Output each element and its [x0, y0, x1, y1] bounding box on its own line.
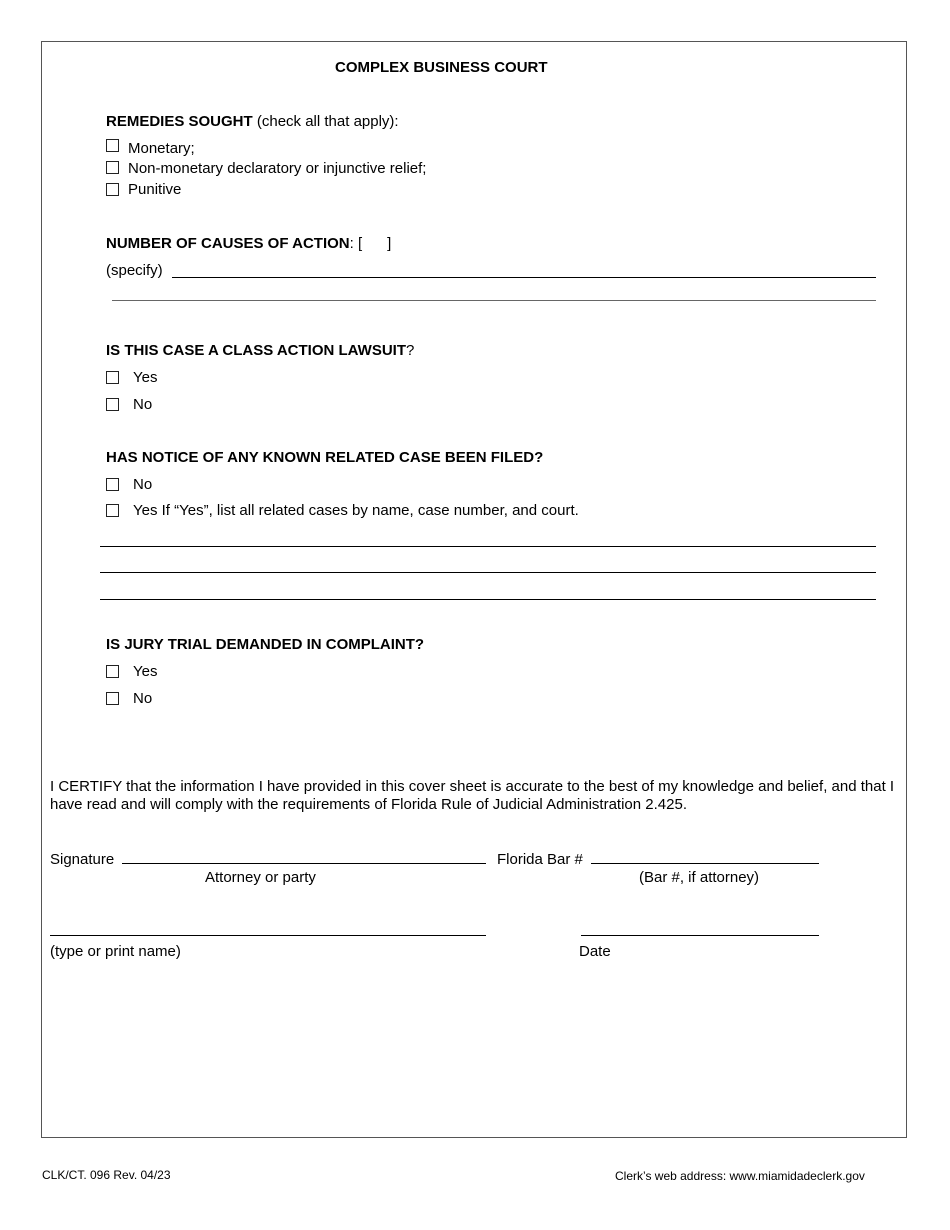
- class-action-yes-checkbox[interactable]: [106, 371, 119, 384]
- print-name-line[interactable]: [50, 935, 486, 936]
- page-title: COMPLEX BUSINESS COURT: [335, 59, 548, 76]
- jury-yes-checkbox[interactable]: [106, 665, 119, 678]
- class-action-qmark: ?: [406, 342, 415, 359]
- signature-label: Signature: [50, 851, 115, 868]
- related-case-line-3[interactable]: [100, 599, 876, 600]
- class-action-no-label: No: [133, 396, 153, 413]
- jury-heading: IS JURY TRIAL DEMANDED IN COMPLAINT?: [106, 636, 425, 653]
- remedy-nonmonetary-checkbox[interactable]: [106, 161, 119, 174]
- print-name-caption: (type or print name): [50, 943, 181, 960]
- related-case-heading: HAS NOTICE OF ANY KNOWN RELATED CASE BEEN FILED?: [106, 449, 544, 466]
- remedy-punitive-checkbox[interactable]: [106, 183, 119, 196]
- florida-bar-line[interactable]: [591, 863, 819, 864]
- specify-line-2[interactable]: [112, 300, 876, 301]
- jury-no-checkbox[interactable]: [106, 692, 119, 705]
- remedies-note: (check all that apply):: [252, 113, 399, 130]
- date-caption: Date: [579, 943, 611, 960]
- class-action-heading: IS THIS CASE A CLASS ACTION LAWSUIT: [106, 342, 407, 359]
- class-action-no-checkbox[interactable]: [106, 398, 119, 411]
- class-action-yes-label: Yes: [133, 369, 158, 386]
- related-case-no-label: No: [133, 476, 153, 493]
- certification-text: I CERTIFY that the information I have provided in this cover sheet is accurate to the best of my knowledge and belief, and that I have read and will comply with the requirements of Florida Rule of Judicial Administration 2.425.: [50, 778, 895, 813]
- related-case-yes-label: Yes If “Yes”, list all related cases by name, case number, and court.: [133, 502, 579, 519]
- remedy-monetary-checkbox[interactable]: [106, 139, 119, 152]
- related-case-yes-checkbox[interactable]: [106, 504, 119, 517]
- signature-caption: Attorney or party: [205, 869, 316, 886]
- remedy-nonmonetary-label: Non-monetary declaratory or injunctive relief;: [128, 160, 427, 177]
- causes-heading-row: [106, 235, 391, 252]
- remedies-heading-row: [106, 113, 399, 130]
- related-case-line-1[interactable]: [100, 546, 876, 547]
- remedy-punitive-label: Punitive: [128, 181, 182, 198]
- signature-line[interactable]: [122, 863, 486, 864]
- specify-label: (specify): [106, 262, 163, 279]
- remedy-monetary-label: Monetary;: [128, 140, 195, 157]
- jury-yes-label: Yes: [133, 663, 158, 680]
- related-case-line-2[interactable]: [100, 572, 876, 573]
- florida-bar-caption: (Bar #, if attorney): [639, 869, 760, 886]
- causes-count-field[interactable]: : [ ]: [349, 235, 392, 252]
- florida-bar-label: Florida Bar #: [497, 851, 583, 868]
- related-case-no-checkbox[interactable]: [106, 478, 119, 491]
- causes-heading: NUMBER OF CAUSES OF ACTION: [106, 235, 350, 252]
- jury-no-label: No: [133, 690, 153, 707]
- form-id: CLK/CT. 096 Rev. 04/23: [42, 1168, 171, 1182]
- specify-line[interactable]: [172, 277, 876, 278]
- clerk-web-address: Clerk’s web address: www.miamidadeclerk.gov: [615, 1169, 865, 1183]
- date-line[interactable]: [581, 935, 819, 936]
- remedies-heading: REMEDIES SOUGHT: [106, 113, 253, 130]
- form-frame: [41, 41, 907, 1138]
- class-action-heading-row: [106, 342, 414, 359]
